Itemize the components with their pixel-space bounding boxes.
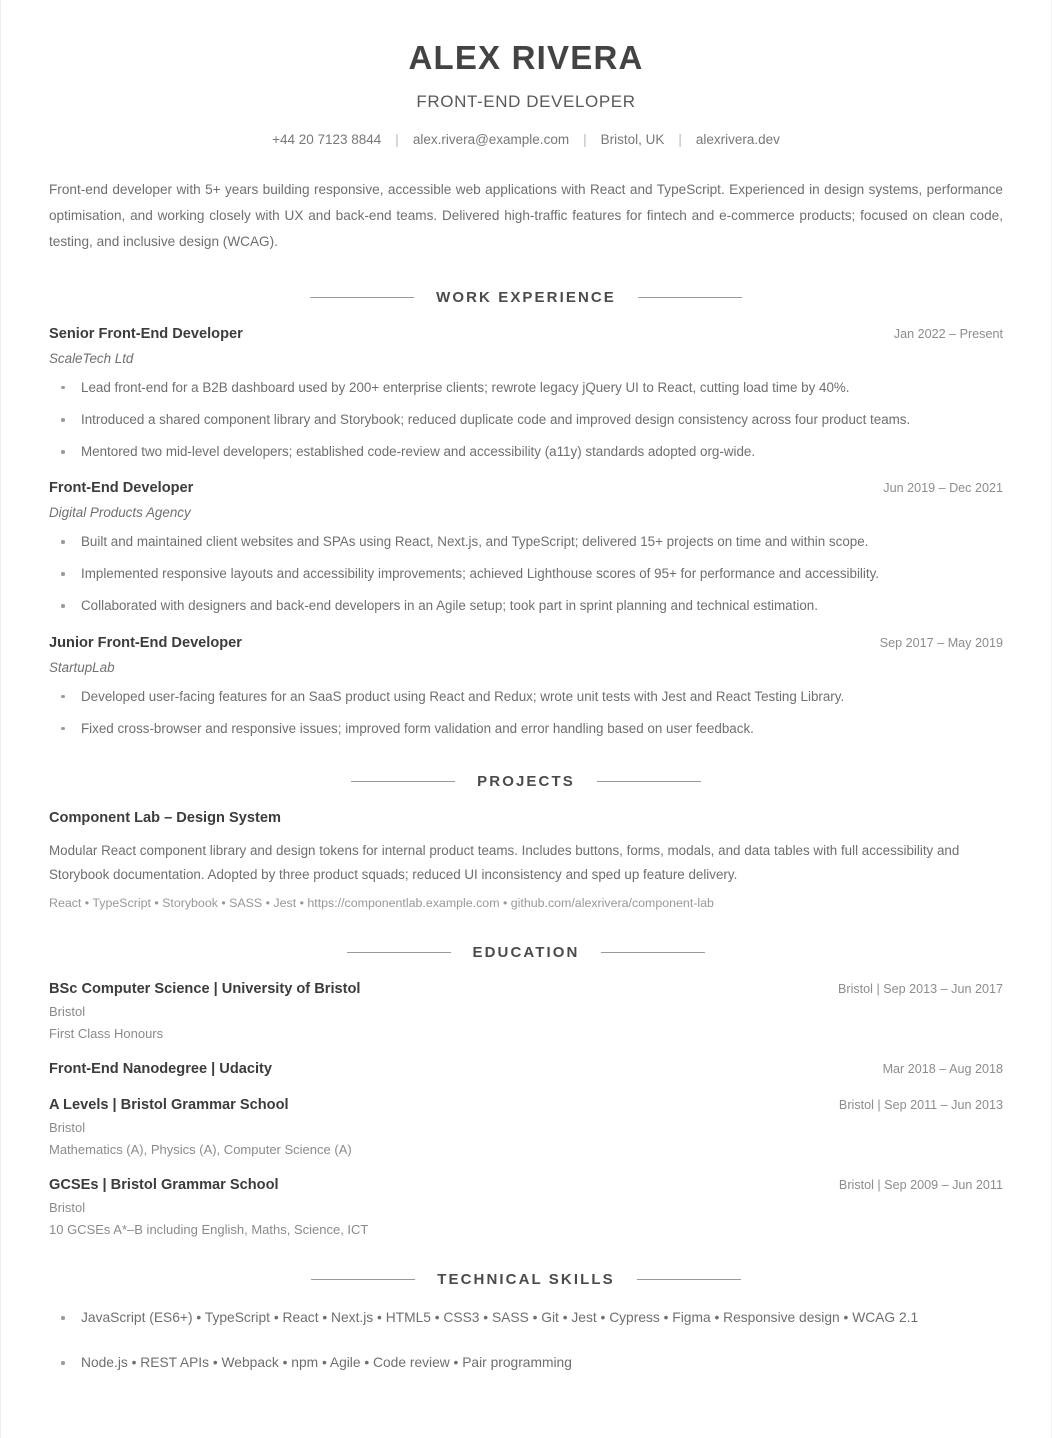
- skills-list: [49, 1308, 1003, 1373]
- job-bullet: Introduced a shared component library and Storybook; reduced duplicate code and improved design consistency across four product teams.: [49, 410, 1003, 430]
- contact-location: Bristol, UK: [600, 131, 665, 147]
- education-entry-header: [49, 1097, 1003, 1113]
- education-entry: [49, 981, 1003, 1041]
- education-title: Front-End Nanodegree | Udacity: [49, 1061, 273, 1078]
- professional-summary: Front-end developer with 5+ years building responsive, accessible web applications with React and TypeScript. Experienced in design systems, performance optimisation, and working closely with UX and back-end teams. Delivered high-traffic features for fintech and e-commerce products; focused on clean code, testing, and inclusive design (WCAG).: [49, 181, 1003, 249]
- divider-line-right: [597, 781, 701, 782]
- education-title: A Levels | Bristol Grammar School: [49, 1097, 289, 1114]
- section-heading-education: [49, 944, 1003, 961]
- job-bullet: Fixed cross-browser and responsive issues; improved form validation and error handling based on user feedback.: [49, 719, 1003, 739]
- job-bullet-list: [49, 378, 1003, 462]
- education-detail: First Class Honours: [49, 1026, 164, 1042]
- candidate-role: FRONT-END DEVELOPER: [416, 91, 636, 111]
- section-title: EDUCATION: [472, 944, 580, 962]
- section-heading-projects: [49, 773, 1003, 790]
- job-bullet: Lead front-end for a B2B dashboard used by 200+ enterprise clients; rewrote legacy jQuery UI to React, cutting load time by 40%.: [49, 378, 1003, 398]
- divider-line-right: [637, 1279, 741, 1280]
- company-name: StartupLab: [49, 659, 115, 675]
- job-date-range: Jan 2022 – Present: [893, 326, 1003, 341]
- job-title: Front-End Developer: [49, 480, 194, 497]
- job-bullet-list: [49, 532, 1003, 616]
- education-title: GCSEs | Bristol Grammar School: [49, 1177, 279, 1194]
- education-date-range: Bristol | Sep 2013 – Jun 2017: [837, 982, 1003, 997]
- education-entry-header: [49, 1177, 1003, 1193]
- job-date-range: Sep 2017 – May 2019: [879, 635, 1003, 650]
- education-location: Bristol: [49, 1004, 86, 1020]
- experience-entry-header: [49, 480, 1003, 496]
- education-date-range: Bristol | Sep 2011 – Jun 2013: [838, 1098, 1003, 1113]
- candidate-name: ALEX RIVERA: [408, 39, 644, 76]
- job-bullet: Collaborated with designers and back-end developers in an Agile setup; took part in sprint planning and technical estimation.: [49, 596, 1003, 616]
- education-entry-header: [49, 981, 1003, 997]
- education-list: [49, 981, 1003, 1237]
- resume-header: [49, 38, 1003, 147]
- contact-email[interactable]: alex.rivera@example.com: [412, 131, 570, 147]
- project-title: Component Lab – Design System: [49, 809, 281, 826]
- job-bullet: Built and maintained client websites and SPAs using React, Next.js, and TypeScript; delivered 15+ projects on time and within scope.: [49, 532, 1003, 552]
- education-date-range: Bristol | Sep 2009 – Jun 2011: [838, 1178, 1003, 1193]
- project-entry: [49, 810, 1003, 911]
- education-entry: [49, 1061, 1003, 1077]
- projects-list: [49, 810, 1003, 911]
- education-entry-header: [49, 1061, 1003, 1077]
- job-title: Junior Front-End Developer: [49, 634, 242, 651]
- job-bullet-list: [49, 687, 1003, 739]
- experience-entry: [49, 326, 1003, 462]
- education-location: Bristol: [49, 1200, 86, 1216]
- section-title: TECHNICAL SKILLS: [437, 1271, 615, 1289]
- job-bullet: Developed user-facing features for an SaaS product using React and Redux; wrote unit tests with Jest and React Testing Library.: [49, 687, 1003, 707]
- skills-item: JavaScript (ES6+) • TypeScript • React • Next.js • HTML5 • CSS3 • SASS • Git • Jest • Cypress • Figma • Responsive design • WCAG 2.1: [49, 1308, 1003, 1329]
- contact-line: [49, 132, 1003, 147]
- divider-line-right: [638, 297, 742, 298]
- skills-item: Node.js • REST APIs • Webpack • npm • Agile • Code review • Pair programming: [49, 1353, 1003, 1374]
- contact-separator: |: [583, 131, 587, 147]
- divider-line-left: [311, 1279, 415, 1280]
- job-title: Senior Front-End Developer: [49, 325, 243, 342]
- company-name: ScaleTech Ltd: [49, 350, 134, 366]
- job-bullet: Implemented responsive layouts and accessibility improvements; achieved Lighthouse scores of 95+ for performance and accessibility.: [49, 564, 1003, 584]
- project-tech-links[interactable]: React • TypeScript • Storybook • SASS • Jest • https://componentlab.example.com • github.com/alexrivera/component-lab: [49, 896, 714, 911]
- project-description: Modular React component library and design tokens for internal product teams. Includes buttons, forms, modals, and data tables with full accessibility and Storybook documentation. Adopted by three product squads; reduced UI inconsistency and sped up feature delivery.: [49, 842, 960, 882]
- contact-separator: |: [395, 131, 399, 147]
- education-date-range: Mar 2018 – Aug 2018: [882, 1062, 1003, 1077]
- contact-phone[interactable]: +44 20 7123 8844: [272, 131, 382, 147]
- education-detail: Mathematics (A), Physics (A), Computer Science (A): [49, 1142, 352, 1158]
- education-location: Bristol: [49, 1120, 86, 1136]
- section-heading-technical-skills: [49, 1271, 1003, 1288]
- section-heading-work-experience: [49, 289, 1003, 306]
- contact-website[interactable]: alexrivera.dev: [695, 131, 780, 147]
- job-date-range: Jun 2019 – Dec 2021: [883, 481, 1003, 496]
- education-title: BSc Computer Science | University of Bristol: [49, 981, 361, 998]
- divider-line-left: [351, 781, 455, 782]
- divider-line-right: [601, 952, 705, 953]
- job-bullet: Mentored two mid-level developers; established code-review and accessibility (a11y) standards adopted org-wide.: [49, 442, 1003, 462]
- section-title: PROJECTS: [477, 772, 575, 790]
- education-entry: [49, 1177, 1003, 1237]
- experience-entry: [49, 635, 1003, 739]
- work-experience-list: [49, 326, 1003, 739]
- experience-entry-header: [49, 326, 1003, 342]
- education-detail: 10 GCSEs A*–B including English, Maths, Science, ICT: [49, 1222, 369, 1238]
- education-entry: [49, 1097, 1003, 1157]
- company-name: Digital Products Agency: [49, 505, 191, 521]
- experience-entry: [49, 480, 1003, 616]
- section-title: WORK EXPERIENCE: [436, 288, 616, 306]
- contact-separator: |: [678, 131, 682, 147]
- divider-line-left: [310, 297, 414, 298]
- divider-line-left: [347, 952, 451, 953]
- experience-entry-header: [49, 635, 1003, 651]
